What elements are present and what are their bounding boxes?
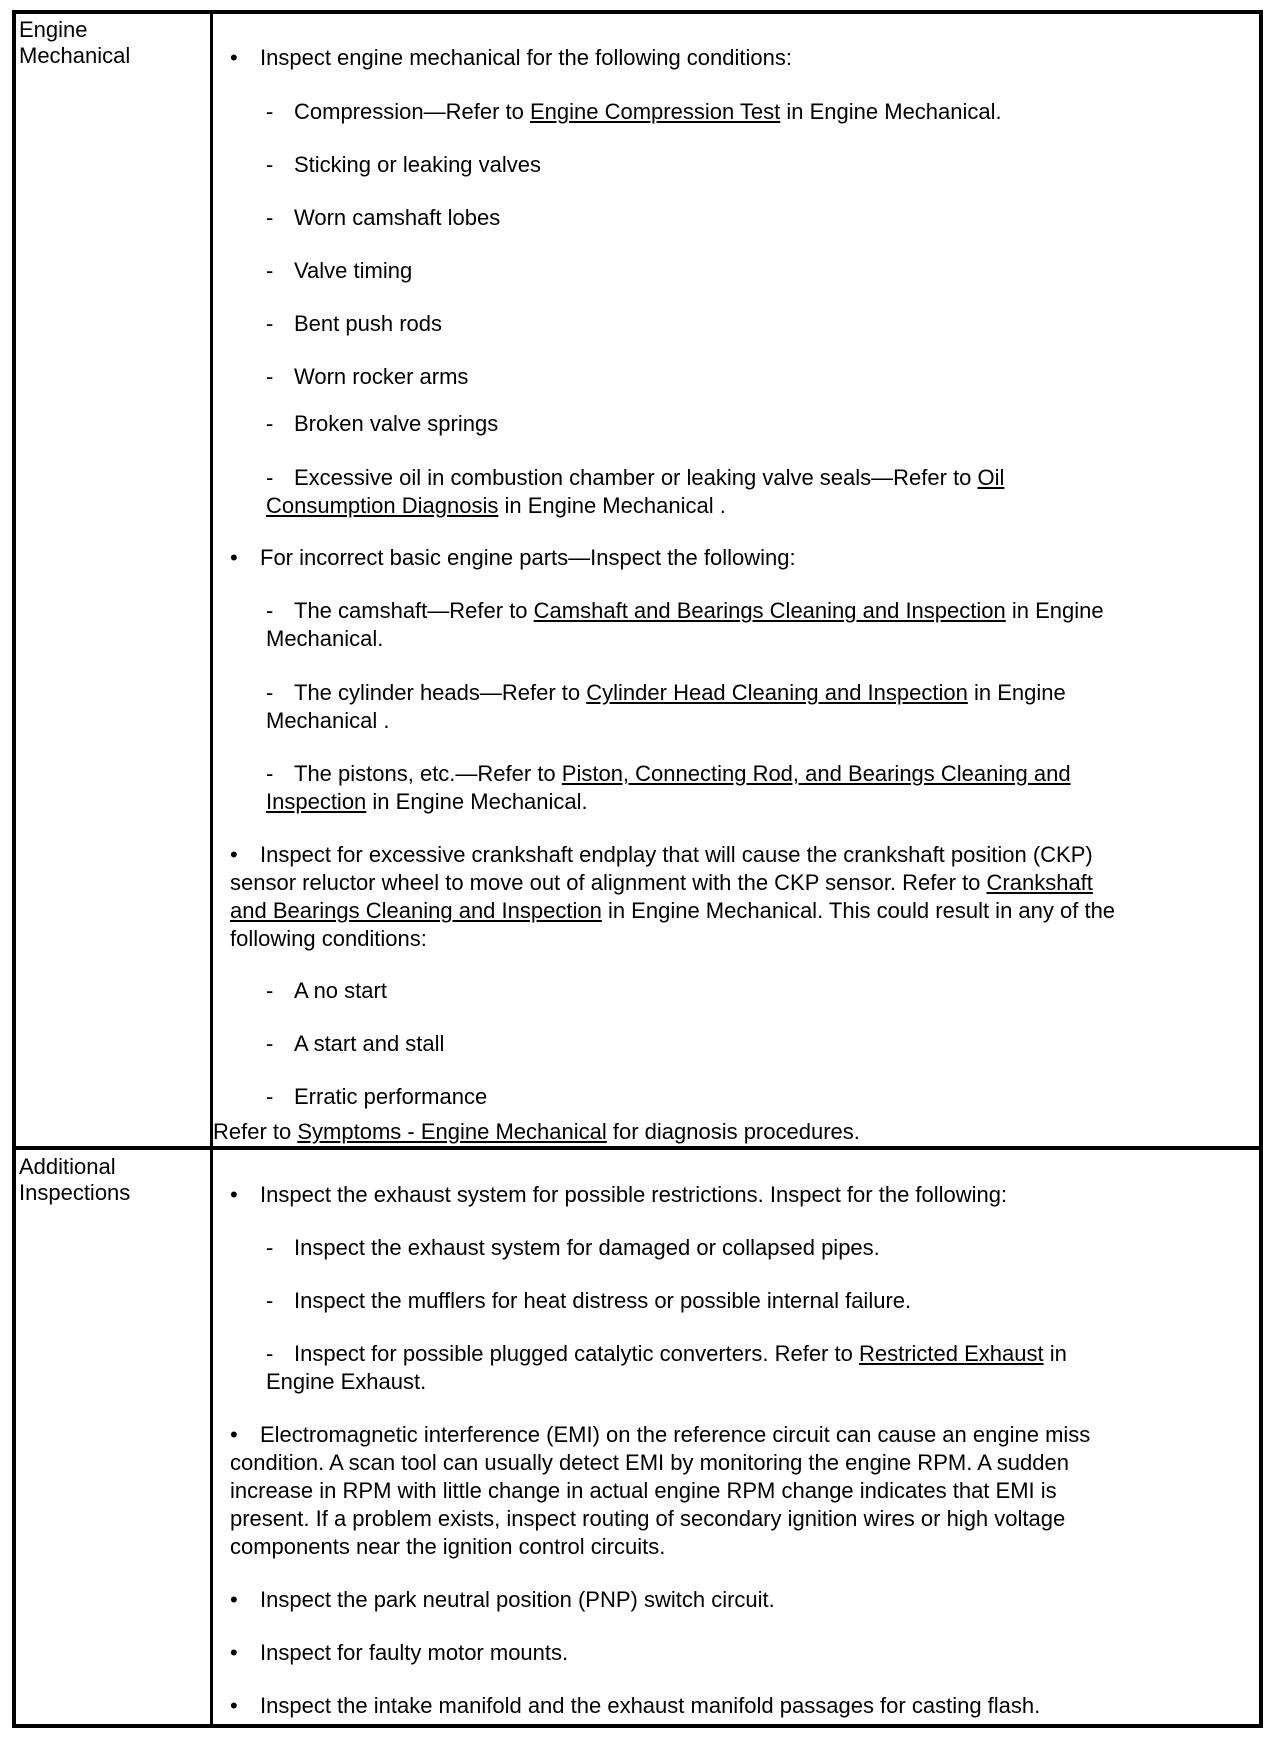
bullet-item [230, 544, 796, 572]
link-cylinder-head-cleaning[interactable]: Cylinder Head Cleaning and Inspection [586, 680, 968, 705]
sub-item [266, 257, 412, 285]
item-text: following conditions: [230, 926, 427, 951]
bullet-item [230, 841, 1093, 869]
dash-icon: - [266, 1031, 274, 1056]
item-text: Inspect the park neutral position (PNP) switch circuit. [260, 1587, 775, 1612]
item-text: in Engine Mechanical. [366, 789, 588, 814]
sub-item [266, 204, 500, 232]
label-line: Mechanical [19, 43, 131, 68]
dash-icon: - [266, 598, 274, 623]
link-piston-connecting-rod-cleaning[interactable]: Piston, Connecting Rod, and Bearings Cleaning and [561, 761, 1071, 786]
dash-icon: - [266, 99, 274, 124]
bullet-icon: • [230, 1422, 238, 1447]
dash-icon: - [266, 152, 274, 177]
dash-icon: - [266, 258, 274, 283]
bullet-item [230, 1639, 568, 1667]
dash-icon: - [266, 1235, 274, 1260]
bullet-item [230, 1421, 1090, 1449]
sub-item [266, 679, 1066, 707]
sub-item-continuation [266, 492, 726, 520]
diagnosis-table [12, 10, 1263, 1728]
column-divider [210, 14, 213, 1724]
row-label-additional-inspections [19, 1154, 130, 1206]
link-restricted-exhaust[interactable]: Restricted Exhaust [858, 1341, 1044, 1366]
row-divider [16, 1146, 1259, 1150]
bullet-item-continuation [230, 925, 427, 953]
bullet-item-continuation [230, 1477, 1057, 1505]
sub-item [266, 151, 541, 179]
item-text: in Engine Mechanical . [498, 493, 726, 518]
dash-icon: - [266, 761, 274, 786]
bullet-item [230, 1692, 1040, 1720]
item-text: The camshaft—Refer to [294, 598, 534, 623]
item-text: Inspect for possible plugged catalytic converters. Refer to [294, 1341, 859, 1366]
link-oil-consumption-diagnosis[interactable]: Consumption Diagnosis [266, 493, 499, 518]
link-engine-compression-test[interactable]: Engine Compression Test [529, 99, 781, 124]
sub-item [266, 977, 387, 1005]
sub-item [266, 1030, 444, 1058]
dash-icon: - [266, 311, 274, 336]
item-text: The cylinder heads—Refer to [294, 680, 587, 705]
bullet-item-continuation [230, 1449, 1069, 1477]
item-text: in Engine Mechanical. This could result in any of the [601, 898, 1116, 923]
label-line: Additional [19, 1154, 116, 1179]
dash-icon: - [266, 411, 274, 436]
sub-item-continuation [266, 1368, 426, 1396]
refer-note [213, 1118, 860, 1146]
item-text: Bent push rods [294, 311, 442, 336]
bullet-item [230, 44, 792, 72]
item-text: For incorrect basic engine parts—Inspect the following: [260, 545, 796, 570]
link-crankshaft-bearings-cleaning[interactable]: Crankshaft [986, 870, 1093, 895]
bullet-item-continuation [230, 1505, 1065, 1533]
item-text: Excessive oil in combustion chamber or leaking valve seals—Refer to [294, 465, 978, 490]
link-crankshaft-bearings-cleaning[interactable]: and Bearings Cleaning and Inspection [230, 898, 602, 923]
bullet-item-continuation [230, 897, 1115, 925]
dash-icon: - [266, 978, 274, 1003]
dash-icon: - [266, 1084, 274, 1109]
sub-item [266, 760, 1071, 788]
bullet-icon: • [230, 1693, 238, 1718]
item-text: for diagnosis procedures. [606, 1119, 860, 1144]
item-text: Broken valve springs [294, 411, 499, 436]
link-piston-connecting-rod-cleaning[interactable]: Inspection [266, 789, 367, 814]
item-text: Mechanical . [266, 708, 390, 733]
item-text: Mechanical. [266, 626, 384, 651]
bullet-item-continuation [230, 869, 1093, 897]
sub-item [266, 1234, 880, 1262]
bullet-icon: • [230, 842, 238, 867]
link-symptoms-engine-mechanical[interactable]: Symptoms - Engine Mechanical [297, 1119, 607, 1144]
item-text: The pistons, etc.—Refer to [294, 761, 562, 786]
row-label-engine-mechanical [19, 17, 130, 69]
item-text: A no start [294, 978, 387, 1003]
dash-icon: - [266, 1288, 274, 1313]
bullet-icon: • [230, 1182, 238, 1207]
bullet-item-continuation [230, 1533, 665, 1561]
sub-item [266, 1340, 1067, 1368]
item-text: Erratic performance [294, 1084, 488, 1109]
sub-item-continuation [266, 625, 383, 653]
sub-item [266, 1287, 911, 1315]
sub-item [266, 98, 1002, 126]
item-text: components near the ignition control circuits. [230, 1534, 666, 1559]
item-text: Inspect the mufflers for heat distress or possible internal failure. [294, 1288, 912, 1313]
bullet-icon: • [230, 1640, 238, 1665]
item-text: in Engine [1005, 598, 1104, 623]
item-text: sensor reluctor wheel to move out of alignment with the CKP sensor. Refer to [230, 870, 987, 895]
item-text: Worn camshaft lobes [294, 205, 501, 230]
item-text: A start and stall [294, 1031, 445, 1056]
item-text: Refer to [213, 1119, 298, 1144]
item-text: Engine Exhaust. [266, 1369, 427, 1394]
sub-item [266, 1083, 487, 1111]
item-text: Inspect for faulty motor mounts. [260, 1640, 569, 1665]
sub-item [266, 410, 498, 438]
bullet-item [230, 1181, 1007, 1209]
item-text: Inspect the intake manifold and the exhaust manifold passages for casting flash. [260, 1693, 1041, 1718]
item-text: condition. A scan tool can usually detect EMI by monitoring the engine RPM. A sudden [230, 1450, 1069, 1475]
item-text: Worn rocker arms [294, 364, 469, 389]
item-text: in Engine [967, 680, 1066, 705]
dash-icon: - [266, 205, 274, 230]
dash-icon: - [266, 364, 274, 389]
bullet-item [230, 1586, 775, 1614]
sub-item [266, 597, 1104, 625]
link-camshaft-bearings-cleaning[interactable]: Camshaft and Bearings Cleaning and Inspection [533, 598, 1006, 623]
item-text: Compression—Refer to [294, 99, 530, 124]
sub-item [266, 310, 442, 338]
item-text: present. If a problem exists, inspect routing of secondary ignition wires or high voltage [230, 1506, 1066, 1531]
bullet-icon: • [230, 1587, 238, 1612]
sub-item [266, 363, 468, 391]
item-text: Inspect for excessive crankshaft endplay that will cause the crankshaft position (CKP) [260, 842, 1093, 867]
item-text: Inspect engine mechanical for the following conditions: [260, 45, 792, 70]
dash-icon: - [266, 465, 274, 490]
sub-item-continuation [266, 788, 588, 816]
item-text: Valve timing [294, 258, 413, 283]
bullet-icon: • [230, 45, 238, 70]
item-text: Electromagnetic interference (EMI) on the reference circuit can cause an engine miss [260, 1422, 1091, 1447]
sub-item [266, 464, 1004, 492]
dash-icon: - [266, 680, 274, 705]
label-line: Engine [19, 17, 88, 42]
item-text: in [1043, 1341, 1067, 1366]
item-text: Inspect the exhaust system for possible restrictions. Inspect for the following: [260, 1182, 1008, 1207]
link-oil-consumption-diagnosis[interactable]: Oil [977, 465, 1005, 490]
item-text: Inspect the exhaust system for damaged or collapsed pipes. [294, 1235, 880, 1260]
bullet-icon: • [230, 545, 238, 570]
item-text: increase in RPM with little change in actual engine RPM change indicates that EMI is [230, 1478, 1057, 1503]
sub-item-continuation [266, 707, 390, 735]
item-text: in Engine Mechanical. [780, 99, 1002, 124]
label-line: Inspections [19, 1180, 131, 1205]
dash-icon: - [266, 1341, 274, 1366]
item-text: Sticking or leaking valves [294, 152, 542, 177]
